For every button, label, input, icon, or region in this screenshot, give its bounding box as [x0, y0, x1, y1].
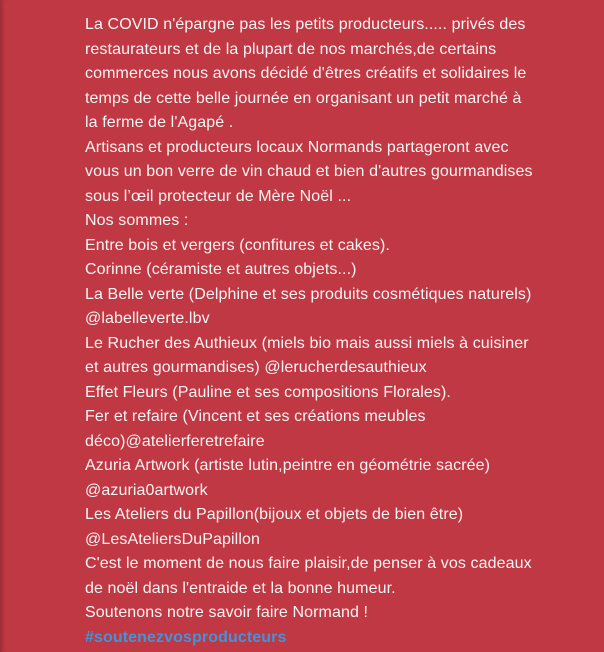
text-line: @labelleverte.lbv	[85, 310, 210, 327]
text-line: Entre bois et vergers (confitures et cakes).	[85, 236, 390, 254]
text-line: Le Rucher des Authieux (miels bio mais aussi miels à cuisiner	[85, 334, 529, 352]
text-line: restaurateurs et de la plupart de nos marchés,de certains	[85, 40, 497, 58]
hashtag-link[interactable]: #soutenezvosproducteurs	[85, 628, 287, 646]
text-line: temps de cette belle journée en organisant un petit marché à	[85, 89, 522, 107]
text-line: Artisans et producteurs locaux Normands partageront avec	[85, 138, 509, 156]
text-line: Les Ateliers du Papillon(bijoux et objets de bien être)	[85, 506, 464, 523]
text-line: Corinne (céramiste et autres objets...)	[85, 261, 357, 278]
text-line: Nos sommes :	[85, 212, 189, 229]
text-line: Fer et refaire (Vincent et ses créations meubles	[85, 408, 426, 425]
text-line: @azuria0artwork	[85, 481, 208, 499]
post-text	[85, 13, 594, 626]
text-line: et autres gourmandises) @lerucherdesauthieux	[85, 359, 427, 376]
text-line: la ferme de l'Agapé .	[85, 114, 234, 131]
text-line: La COVID n'épargne pas les petits producteurs..... privés des	[85, 16, 526, 33]
text-line: commerces nous avons décidé d'êtres créatifs et solidaires le	[85, 65, 527, 82]
text-line: de noël dans l'entraide et la bonne humeur.	[85, 579, 396, 597]
text-line: C'est le moment de nous faire plaisir,de penser à vos cadeaux	[85, 555, 532, 572]
text-line: Azuria Artwork (artiste lutin,peintre en géométrie sacrée)	[85, 457, 491, 474]
text-line: @LesAteliersDuPapillon	[85, 530, 260, 548]
text-line: vous un bon verre de vin chaud et bien d'autres gourmandises	[85, 163, 533, 180]
text-line: Soutenons notre savoir faire Normand !	[85, 604, 369, 621]
text-line: Effet Fleurs (Pauline et ses compositions Florales).	[85, 383, 451, 401]
text-line: déco)@atelierferetrefaire	[85, 432, 265, 450]
text-line: sous l’œil protecteur de Mère Noël ...	[85, 187, 352, 205]
text-line: La Belle verte (Delphine et ses produits cosmétiques naturels)	[85, 285, 532, 303]
